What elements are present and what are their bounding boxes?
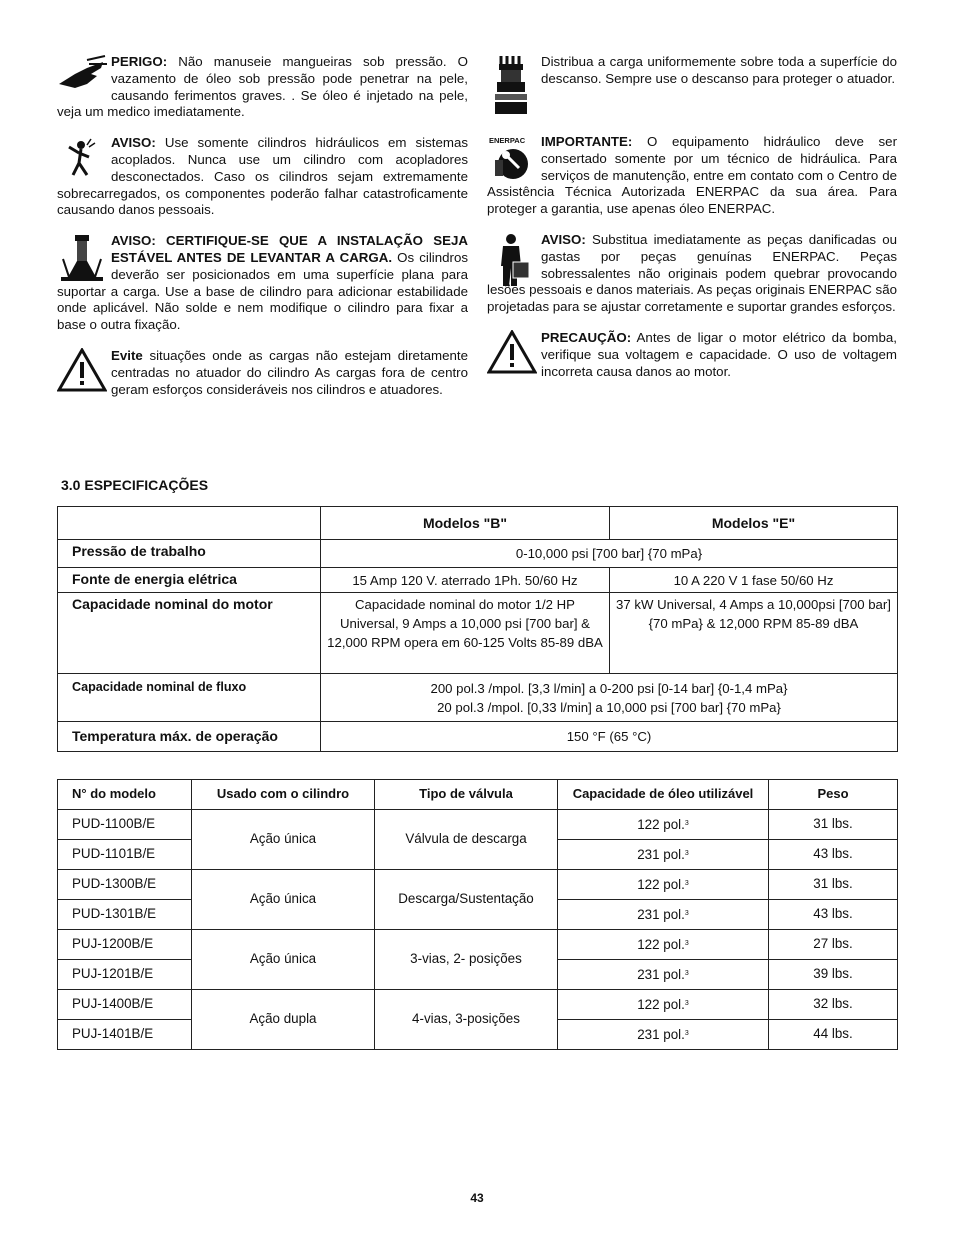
- model-cell: PUJ-1400B/E: [58, 990, 192, 1020]
- oil-cell: 122 pol.$^3$: [558, 810, 769, 840]
- warning-coupled-cylinders: [57, 135, 468, 219]
- model-cell: PUD-1300B/E: [58, 870, 192, 900]
- valve-cell: Descarga/Sustentação: [375, 870, 558, 930]
- hand-injection-icon: [57, 54, 107, 104]
- table-row: [58, 930, 898, 960]
- valve-cell: 3-vias, 2- posições: [375, 930, 558, 990]
- weight-cell: 43 lbs.: [769, 840, 898, 870]
- model-cell: PUD-1100B/E: [58, 810, 192, 840]
- oil-cell: 122 pol.$^3$: [558, 870, 769, 900]
- cylinder-cell: Ação única: [192, 870, 375, 930]
- weight-cell: 27 lbs.: [769, 930, 898, 960]
- flow-line-2: 20 pol.3 /mpol. [0,33 l/min] a 10,000 psi [700 bar] {70 mPa}: [437, 699, 781, 715]
- motor-label: Capacidade nominal do motor: [58, 593, 321, 674]
- warning-title: Evite: [111, 347, 143, 363]
- cylinder-cell: Ação única: [192, 810, 375, 870]
- warning-danger-hoses: [57, 54, 468, 121]
- person-hit-icon: [57, 135, 107, 185]
- oil-cell: 231 pol.$^3$: [558, 900, 769, 930]
- cylinder-base-icon: [57, 233, 107, 283]
- warning-stable-installation: [57, 233, 468, 334]
- section-title: 3.0 ESPECIFICAÇÕES: [61, 477, 209, 493]
- warning-title: AVISO:: [111, 135, 156, 151]
- flow-line-1: 200 pol.3 /mpol. [3,3 l/min] a 0-200 psi [0-14 bar] {0-1,4 mPa}: [430, 680, 788, 696]
- motor-b: Capacidade nominal do motor 1/2 HP Universal, 9 Amps a 10,000 psi [700 bar] & 12,000 RPM opera em 60-125 Volts 85-89 dBA: [321, 593, 610, 674]
- weight-cell: 31 lbs.: [769, 870, 898, 900]
- table-row: [58, 810, 898, 840]
- warning-text: Use somente cilindros hidráulicos em sistemas acoplados. Nunca use um cilindro com acopladores desconectados. Caso os cilindros sejam extremamente sobrecarregados, os componentes poderão falhar catastroficamente causando danos pessoais.: [57, 135, 468, 218]
- temp-value: 150 °F (65 °C): [321, 722, 898, 752]
- enerpac-wrench-icon: [487, 134, 537, 184]
- header-models-e: Modelos "E": [610, 507, 898, 540]
- warning-text: situações onde as cargas não estejam diretamente centradas no atuador do cilindro As cargas fora de centro geram esforços consideráveis nos cilindros e atuadores.: [111, 347, 468, 397]
- saddle-load-icon: [487, 54, 537, 104]
- page-number: 43: [470, 1191, 484, 1205]
- header-model: N° do modelo: [58, 780, 192, 810]
- weight-cell: 43 lbs.: [769, 900, 898, 930]
- table-row: [58, 507, 898, 540]
- warning-title: PRECAUÇÃO:: [541, 329, 632, 345]
- table-row: [58, 568, 898, 593]
- note-distribute-load: [487, 54, 897, 120]
- model-cell: PUD-1101B/E: [58, 840, 192, 870]
- header-cylinder: Usado com o cilindro: [192, 780, 375, 810]
- cylinder-cell: Ação única: [192, 930, 375, 990]
- temp-label: Temperatura máx. de operação: [58, 722, 321, 752]
- caution-motor-voltage: [487, 330, 897, 380]
- warning-text: Substitua imediatamente as peças danificadas ou gastas por peças genuínas ENERPAC. Peças sobressalentes não originais podem quebrar provocando lesões pessoais e danos materiais. As peças originais ENERPAC são projetadas para se ajustar corretamente e suportar grandes esforços.: [487, 231, 897, 315]
- motor-e: 37 kW Universal, 4 Amps a 10,000psi [700 bar] {70 mPa} & 12,000 RPM 85-89 dBA: [610, 593, 898, 674]
- warning-replace-parts: [487, 232, 897, 316]
- weight-cell: 31 lbs.: [769, 810, 898, 840]
- table-row: [58, 593, 898, 674]
- warning-text: Os cilindros deverão ser posicionados em uma superfície plana para suportar a carga. Use a base de cilindro para adicionar estabilidade onde aplicável. Não solde e nem modifique o cilindro para fixar a base o outra fixação.: [57, 249, 468, 333]
- person-box-icon: [487, 232, 537, 282]
- warning-text: Distribua a carga uniformemente sobre toda a superfície do descanso. Sempre use o descanso para proteger o atuador.: [541, 54, 897, 86]
- header-models-b: Modelos "B": [321, 507, 610, 540]
- header-weight: Peso: [769, 780, 898, 810]
- table-row: [58, 540, 898, 568]
- table-row: [58, 780, 898, 810]
- warning-title: PERIGO:: [111, 54, 168, 69]
- header-oil: Capacidade de óleo utilizável: [558, 780, 769, 810]
- table-row: [58, 674, 898, 722]
- empty-header: [58, 507, 321, 540]
- table-row: [58, 990, 898, 1020]
- oil-cell: 122 pol.$^3$: [558, 930, 769, 960]
- warning-title: AVISO: CERTIFIQUE-SE QUE A INSTALAÇÃO SEJA ESTÁVEL ANTES DE LEVANTAR A CARGA.: [111, 233, 468, 265]
- flow-value: [321, 674, 898, 722]
- weight-cell: 44 lbs.: [769, 1020, 898, 1050]
- model-cell: PUD-1301B/E: [58, 900, 192, 930]
- model-cell: PUJ-1401B/E: [58, 1020, 192, 1050]
- oil-cell: 122 pol.$^3$: [558, 990, 769, 1020]
- power-label: Fonte de energia elétrica: [58, 568, 321, 593]
- warning-text: Antes de ligar o motor elétrico da bomba, verifique sua voltagem e capacidade. O uso de voltagem incorreta causa danos ao motor.: [541, 329, 897, 379]
- cylinder-cell: Ação dupla: [192, 990, 375, 1050]
- warning-offcenter-loads: [57, 348, 468, 398]
- weight-cell: 39 lbs.: [769, 960, 898, 990]
- table-row: [58, 870, 898, 900]
- header-valve: Tipo de válvula: [375, 780, 558, 810]
- models-table: [57, 779, 898, 1050]
- svg-text:ENERPAC: ENERPAC: [489, 136, 526, 145]
- warnings-right-column: [487, 54, 897, 394]
- table-row: [58, 722, 898, 752]
- note-important-service: [487, 134, 897, 218]
- weight-cell: 32 lbs.: [769, 990, 898, 1020]
- power-b: 15 Amp 120 V. aterrado 1Ph. 50/60 Hz: [321, 568, 610, 593]
- warnings-left-column: [57, 54, 468, 412]
- valve-cell: Válvula de descarga: [375, 810, 558, 870]
- model-cell: PUJ-1200B/E: [58, 930, 192, 960]
- warning-text: Não manuseie mangueiras sob pressão. O vazamento de óleo sob pressão pode penetrar na pele, causando ferimentos graves. . Se óleo é injetado na pele, veja um medico imediatamente.: [57, 54, 468, 120]
- warning-triangle-icon: [57, 348, 107, 398]
- warning-text: O equipamento hidráulico deve ser consertado somente por um técnico de hidráulica. Para serviços de manutenção, entre em contato com o Centro de Assistência Técnica Autorizada ENERPAC da sua área. Para proteger a garantia, use apenas óleo ENERPAC.: [487, 134, 897, 217]
- specifications-table: [57, 506, 898, 752]
- warning-triangle-icon: [487, 330, 537, 380]
- warning-title: IMPORTANTE:: [541, 134, 633, 149]
- oil-cell: 231 pol.$^3$: [558, 840, 769, 870]
- model-cell: PUJ-1201B/E: [58, 960, 192, 990]
- pressure-label: Pressão de trabalho: [58, 540, 321, 568]
- flow-label: Capacidade nominal de fluxo: [58, 674, 321, 722]
- oil-cell: 231 pol.$^3$: [558, 960, 769, 990]
- oil-cell: 231 pol.$^3$: [558, 1020, 769, 1050]
- warning-title: AVISO:: [541, 231, 586, 247]
- pressure-value: 0-10,000 psi [700 bar] {70 mPa}: [321, 540, 898, 568]
- power-e: 10 A 220 V 1 fase 50/60 Hz: [610, 568, 898, 593]
- valve-cell: 4-vias, 3-posições: [375, 990, 558, 1050]
